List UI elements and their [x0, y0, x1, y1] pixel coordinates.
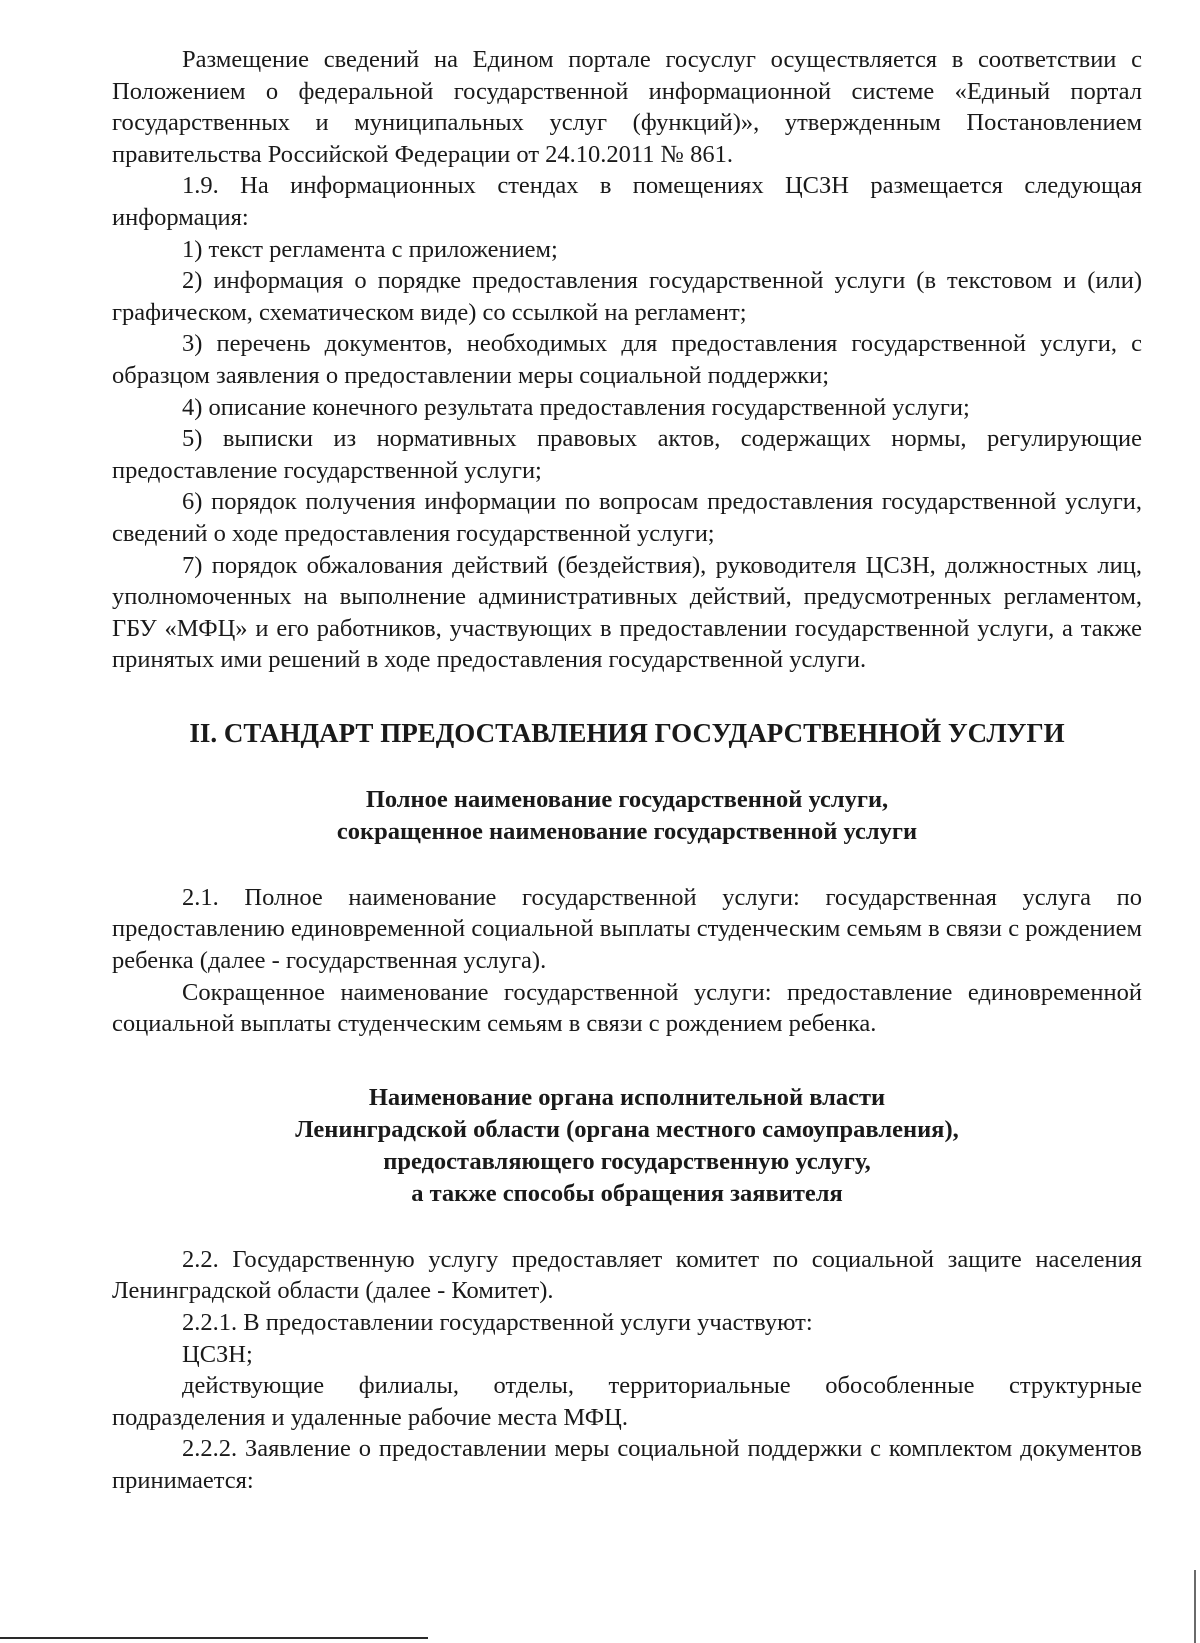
- subheading-line: Ленинградской области (органа местного самоуправления),: [295, 1115, 959, 1143]
- subheading-authority: [112, 1082, 1142, 1210]
- subheading-service-name: [112, 784, 1142, 848]
- paragraph-cszn: ЦСЗН;: [182, 1340, 253, 1368]
- list-item-4: 4) описание конечного результата предоставления государственной услуги;: [182, 393, 970, 421]
- paragraph-mfc-branches: действующие филиалы, отделы, территориальные обособленные структурные подразделения и удаленные рабочие места МФЦ.: [112, 1372, 1142, 1431]
- list-item-2: 2) информация о порядке предоставления государственной услуги (в текстовом и (или) графическом, схематическом виде) со ссылкой на регламент;: [112, 267, 1142, 326]
- paragraph-portal-placement: Размещение сведений на Едином портале госуслуг осуществляется в соответствии с Положением о федеральной государственной информационной системе «Единый портал государственных и муниципальных услуг (функций)», утвержденным Постановлением правительства Российской Федерации от 24.10.2011 № 861.: [112, 46, 1142, 168]
- section-title: II. СТАНДАРТ ПРЕДОСТАВЛЕНИЯ ГОСУДАРСТВЕННОЙ УСЛУГИ: [189, 717, 1065, 748]
- paragraph-short-name: Сокращенное наименование государственной услуги: предоставление единовременной социальной выплаты студенческим семьям в связи с рождением ребенка.: [112, 978, 1142, 1038]
- list-item-6: 6) порядок получения информации по вопросам предоставления государственной услуги, сведений о ходе предоставления государственной услуги;: [112, 488, 1142, 547]
- list-item-7: 7) порядок обжалования действий (бездействия), руководителя ЦСЗН, должностных лиц, уполномоченных на выполнение административных действий, предусмотренных регламентом, ГБУ «МФЦ» и его работников, участвующих в предоставлении государственной услуги, а также принятых ими решений в ходе предоставления государственной услуги.: [112, 551, 1142, 674]
- list-item-1: 1) текст регламента с приложением;: [182, 235, 558, 263]
- footnote-divider: [0, 1637, 428, 1639]
- paragraph-2-1: 2.1. Полное наименование государственной услуги: государственная услуга по предоставлению единовременной социальной выплаты студенческим семьям в связи с рождением ребенка (далее - государственная услуга).: [112, 883, 1142, 975]
- paragraph-2-2-1: 2.2.1. В предоставлении государственной услуги участвуют:: [182, 1309, 813, 1337]
- list-item-5: 5) выписки из нормативных правовых актов, содержащих нормы, регулирующие предоставление государственной услуги;: [112, 425, 1142, 484]
- list-item-3: 3) перечень документов, необходимых для предоставления государственной услуги, с образцом заявления о предоставлении меры социальной поддержки;: [112, 330, 1142, 389]
- paragraph-1-9: 1.9. На информационных стендах в помещениях ЦСЗН размещается следующая информация:: [112, 172, 1142, 231]
- paragraph-2-2-2: 2.2.2. Заявление о предоставлении меры социальной поддержки с комплектом документов принимается:: [112, 1435, 1142, 1494]
- paragraph-2-2: 2.2. Государственную услугу предоставляет комитет по социальной защите населения Ленинградской области (далее - Комитет).: [112, 1245, 1142, 1305]
- subheading-line: Полное наименование государственной услуги,: [365, 785, 889, 813]
- subheading-line: Наименование органа исполнительной власти: [368, 1083, 886, 1111]
- subheading-line: а также способы обращения заявителя: [411, 1179, 843, 1207]
- scan-edge-mark: [1194, 1570, 1196, 1643]
- subheading-line: сокращенное наименование государственной услуги: [336, 817, 918, 845]
- document-page: [112, 44, 1142, 1497]
- subheading-line: предоставляющего государственную услугу,: [383, 1147, 871, 1175]
